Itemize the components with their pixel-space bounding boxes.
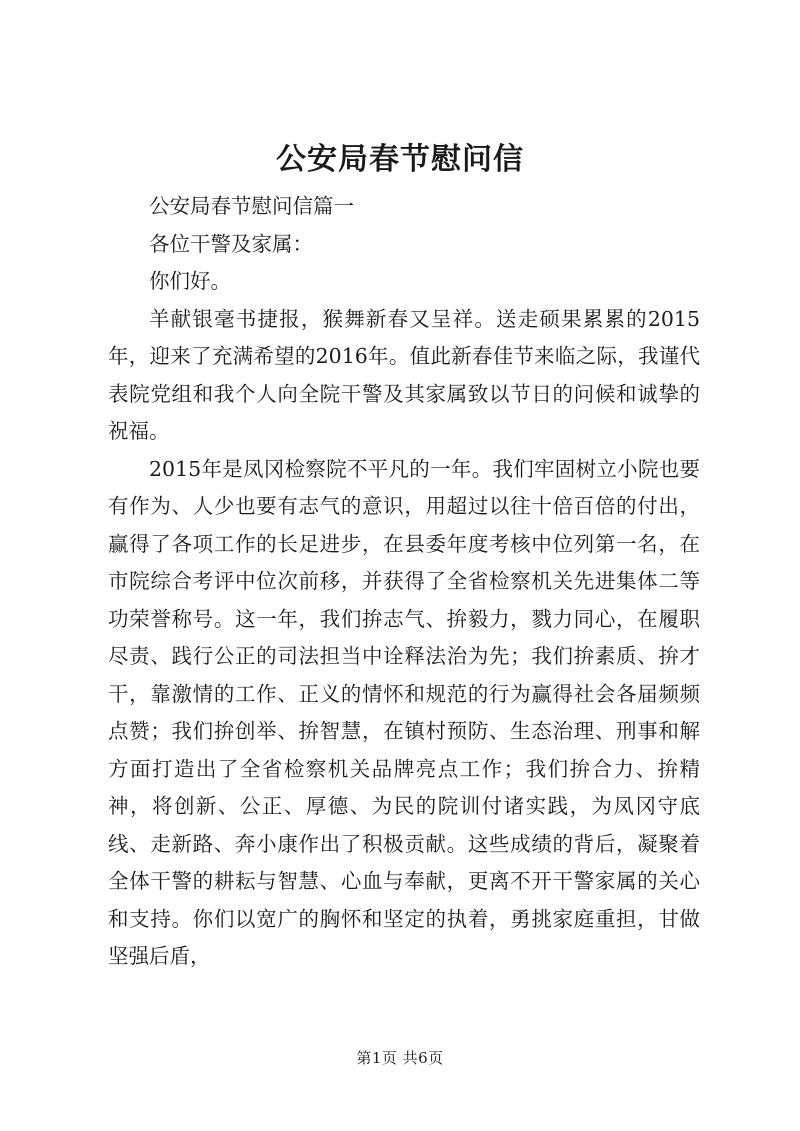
body-paragraph: 2015年是凤冈检察院不平凡的一年。我们牢固树立小院也要有作为、人少也要有志气的意识，用超过以往十倍百倍的付出，赢得了各项工作的长足进步，在县委年度考核中位列第一名，在市院综合考评中位次前移，并获得了全省检察机关先进集体二等功荣誉称号。这一年，我们拚志气、拚毅力，戮力同心，在履职尽责、践行公正的司法担当中诠释法治为先；我们拚素质、拚才干，靠激情的工作、正义的情怀和规范的行为赢得社会各届频频点赞；我们拚创举、拚智慧，在镇村预防、生态治理、刑事和解方面打造出了全省检察机关品牌亮点工作；我们拚合力、拚精神，将创新、公正、厚德、为民的院训付诸实践，为凤冈守底线、走新路、奔小康作出了积极贡献。这些成绩的背后，凝聚着全体干警的耕耘与智慧、心血与奉献，更离不开干警家属的关心和支持。你们以宽广的胸怀和坚定的执着，勇挑家庭重担，甘做坚强后盾，	[108, 456, 700, 968]
salutation-paragraph: 各位干警及家属：	[149, 231, 313, 256]
greeting-paragraph: 你们好。	[149, 269, 231, 293]
document-body	[108, 188, 700, 976]
body-paragraph: 羊献银毫书捷报，猴舞新春又呈祥。送走硕果累累的2015年，迎来了充满希望的2016年。值此新春佳节来临之际，我谨代表院党组和我个人向全院干警及其家属致以节日的问候和诚挚的祝福。	[108, 306, 700, 443]
document-title: 公安局春节慰问信	[276, 142, 524, 177]
subtitle-paragraph: 公安局春节慰问信篇一	[149, 194, 354, 218]
page-footer: 第1页 共6页	[356, 1049, 444, 1067]
